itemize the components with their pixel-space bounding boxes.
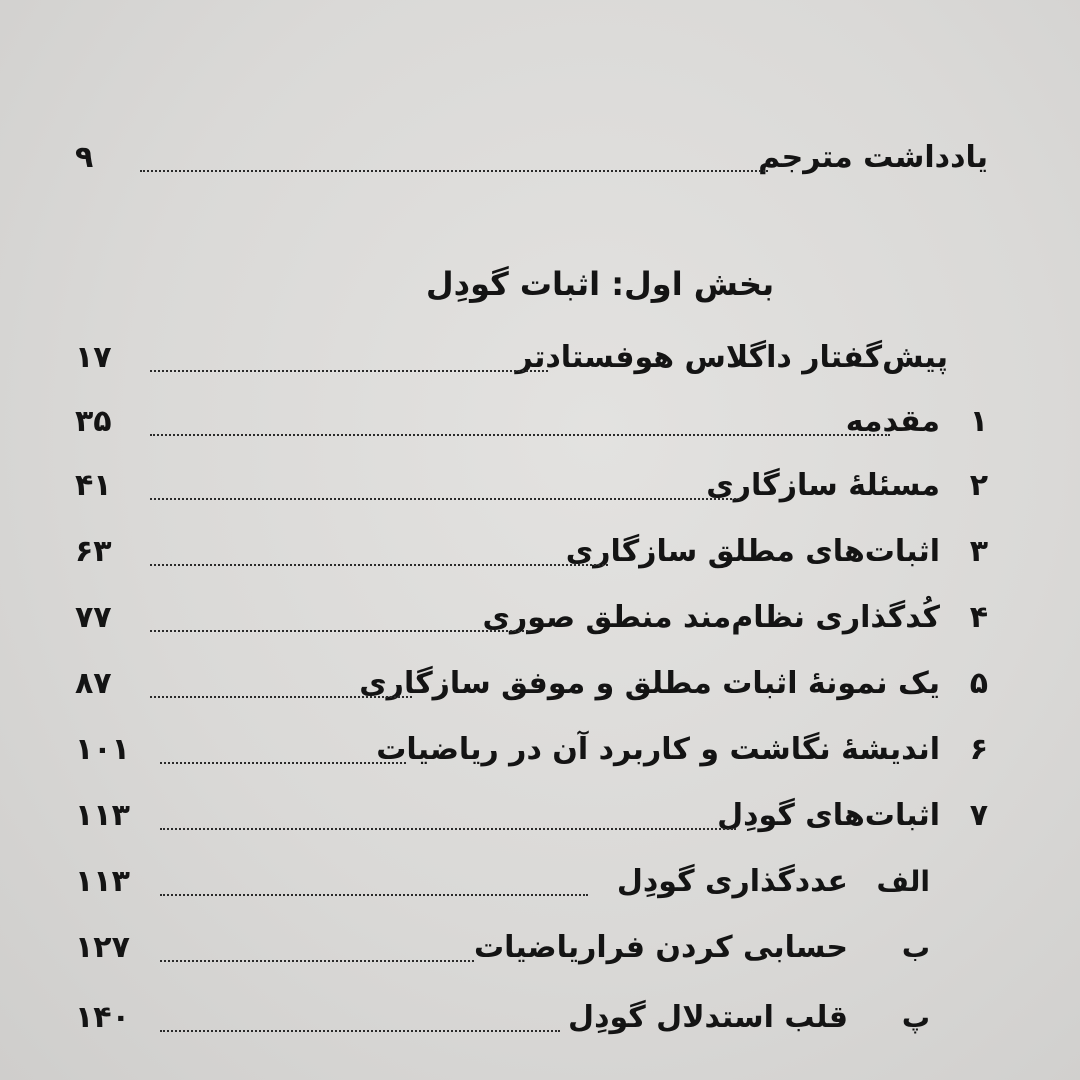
toc-subentry <box>0 920 1080 980</box>
dotted-leader <box>150 498 740 500</box>
toc-entry-number: ۲ <box>969 468 988 503</box>
toc-entry-title: اثبات‌های گودِل <box>717 798 940 833</box>
toc-entry-title: کُدگذاری نظام‌مند منطق صوری <box>482 600 940 635</box>
toc-page-number: ۱۲۷ <box>75 930 130 965</box>
toc-entry <box>0 394 1080 454</box>
toc-page-number: ۴۱ <box>75 468 112 503</box>
toc-entry-title: یک نمونهٔ اثبات مطلق و موفق سازگاری <box>359 666 940 701</box>
dotted-leader <box>150 696 412 698</box>
toc-entry <box>0 590 1080 650</box>
toc-entry-title-wrap <box>846 402 988 442</box>
toc-page-number: ۱۰۱ <box>75 732 130 767</box>
toc-entry-title: اثبات‌های مطلق سازگاری <box>565 534 940 569</box>
toc-page-number: ۶۳ <box>75 534 112 569</box>
toc-entry <box>0 458 1080 518</box>
toc-subentry-letter: الف <box>876 865 930 898</box>
toc-page-number: ۱۱۳ <box>75 864 130 899</box>
toc-entry-title: اندیشهٔ نگاشت و کاربرد آن در ریاضیات <box>376 732 940 767</box>
toc-page-number: ۱۷ <box>75 340 112 375</box>
dotted-leader <box>160 762 406 764</box>
dotted-leader <box>150 370 548 372</box>
dotted-leader <box>150 434 890 436</box>
toc-subentry-title-wrap <box>617 862 930 902</box>
toc-entry-title-wrap <box>359 664 988 704</box>
toc-entry-title: مقدمه <box>845 404 940 439</box>
section-heading: بخش اول: اثبات گودِل <box>425 265 775 303</box>
toc-entry-title-wrap <box>758 138 988 178</box>
toc-entry <box>0 722 1080 782</box>
toc-entry-title-wrap <box>566 532 988 572</box>
toc-entry-title: پیش‌گفتار داگلاس هوفستادتر <box>515 340 948 375</box>
dotted-leader <box>150 564 608 566</box>
toc-page-number: ۱۴۰ <box>75 1000 130 1035</box>
toc-entry-number: ۱ <box>969 404 988 439</box>
toc-subentry-title: عددگذاری گودِل <box>616 864 848 899</box>
toc-subentry <box>0 990 1080 1050</box>
toc-entry <box>0 788 1080 848</box>
toc-page-number: ۸۷ <box>75 666 112 701</box>
toc-entry-number: ۷ <box>969 798 988 833</box>
dotted-leader <box>160 894 588 896</box>
dotted-leader <box>150 630 528 632</box>
toc-subentry <box>0 854 1080 914</box>
toc-entry-title: مسئلهٔ سازگاری <box>706 468 940 503</box>
toc-page-number: ۷۷ <box>75 600 112 635</box>
toc-entry-title-wrap <box>515 338 948 378</box>
toc-entry-number: ۳ <box>969 534 988 569</box>
dotted-leader <box>140 170 768 172</box>
toc-subentry-title: حسابی کردن فراریاضیات <box>473 930 848 965</box>
toc-page-number: ۳۵ <box>75 404 112 439</box>
toc-subentry-letter: ب <box>901 931 930 964</box>
toc-entry-title: یادداشت مترجم <box>758 140 988 175</box>
toc-entry-title-wrap <box>483 598 988 638</box>
toc-subentry-letter: پ <box>901 1001 930 1034</box>
dotted-leader <box>160 960 474 962</box>
dotted-leader <box>160 1030 560 1032</box>
toc-entry-title-wrap <box>376 730 988 770</box>
toc-entry-number: ۴ <box>969 600 988 635</box>
toc-entry-translator-note <box>0 130 1080 190</box>
toc-entry-number: ۵ <box>969 666 988 701</box>
toc-entry-title-wrap <box>706 466 988 506</box>
toc-subentry-title: قلب استدلال گودِل <box>568 1000 848 1035</box>
toc-page-number: ۱۱۳ <box>75 798 130 833</box>
toc-entry <box>0 330 1080 390</box>
toc-subentry-title-wrap <box>474 928 930 968</box>
toc-entry <box>0 656 1080 716</box>
dotted-leader <box>160 828 736 830</box>
toc-entry-number: ۶ <box>969 732 988 767</box>
toc-page-number: ۹ <box>75 140 94 175</box>
toc-subentry-title-wrap <box>568 998 930 1038</box>
toc-entry-title-wrap <box>717 796 988 836</box>
toc-entry <box>0 524 1080 584</box>
